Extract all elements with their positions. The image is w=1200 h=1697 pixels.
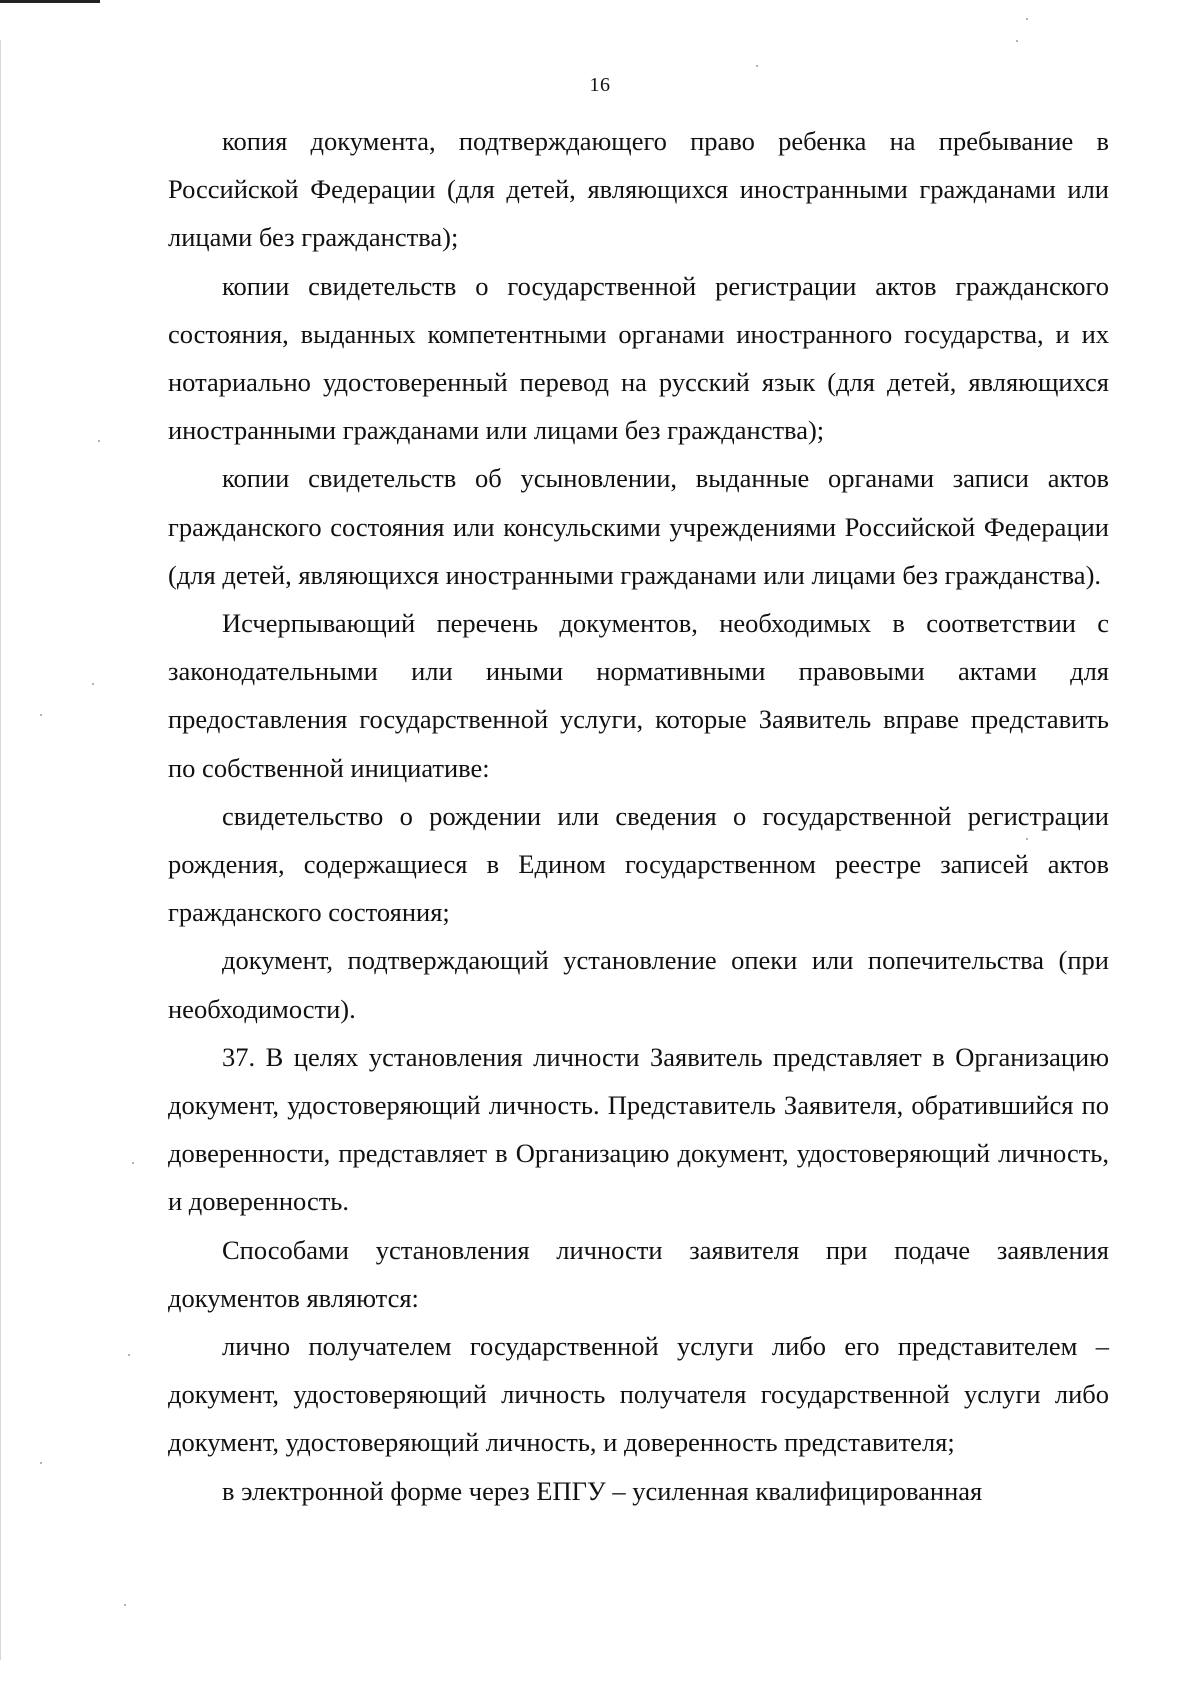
scan-speck (132, 1162, 134, 1164)
paragraph-in-person-method: лично получателем государственной услуги либо его представителем – документ, удостоверяющий личность получателя государственной услуги либо документ, удостоверяющий личность, и доверенность представителя; (168, 1331, 1109, 1458)
scan-speck (128, 1354, 130, 1356)
paragraph-item-37-identity: 37. В целях установления личности Заявитель представляет в Организацию документ, удостоверяющий личность. Представитель Заявителя, обратившийся по доверенности, представляет в Организацию документ, удостоверяющий личность, и доверенность. (168, 1041, 1109, 1217)
paragraph-optional-documents-list: Исчерпывающий перечень документов, необходимых в соответствии с законодательными или иными нормативными правовыми актами для предоставления государственной услуги, которые Заявитель вправе представить по собственной инициативе: (168, 608, 1109, 783)
paragraph-electronic-method: в электронной форме через ЕПГУ – усиленная квалифицированная (222, 1475, 983, 1506)
scan-speck (124, 1604, 126, 1606)
scan-edge-rule (0, 0, 100, 3)
scan-speck (40, 1462, 42, 1464)
page-number: 16 (589, 74, 611, 96)
paragraph-adoption-certificates: копии свидетельств об усыновлении, выданные органами записи актов гражданского состояния или консульскими учреждениями Российской Федерации (для детей, являющихся иностранными гражданами или лицами без гражданства). (168, 463, 1109, 590)
scan-speck (40, 714, 42, 716)
paragraph-child-residence-document: копия документа, подтверждающего право ребенка на пребывание в Российской Федерации (для детей, являющихся иностранными гражданами или лицами без гражданства); (168, 126, 1109, 253)
scan-speck (1026, 18, 1028, 20)
paragraph-foreign-civil-registration: копии свидетельств о государственной регистрации актов гражданского состояния, выданных компетентными органами иностранного государства, и их нотариально удостоверенный перевод на русский язык (для детей, являющихся иностранными гражданами или лицами без гражданства); (168, 270, 1109, 446)
scan-speck (756, 65, 758, 67)
scan-speck (1016, 40, 1018, 42)
paragraph-birth-certificate: свидетельство о рождении или сведения о государственной регистрации рождения, содержащиеся в Едином государственном реестре записей актов гражданского состояния; (168, 800, 1109, 928)
paragraph-identity-methods: Способами установления личности заявителя при подаче заявления документов являются: (168, 1234, 1109, 1313)
scan-left-edge (0, 40, 1, 1660)
document-body (168, 117, 1109, 1515)
scan-speck (1026, 838, 1028, 840)
scan-speck (98, 440, 100, 442)
scan-speck (92, 683, 94, 685)
paragraph-guardianship-document: документ, подтверждающий установление опеки или попечительства (при необходимости). (168, 945, 1109, 1024)
